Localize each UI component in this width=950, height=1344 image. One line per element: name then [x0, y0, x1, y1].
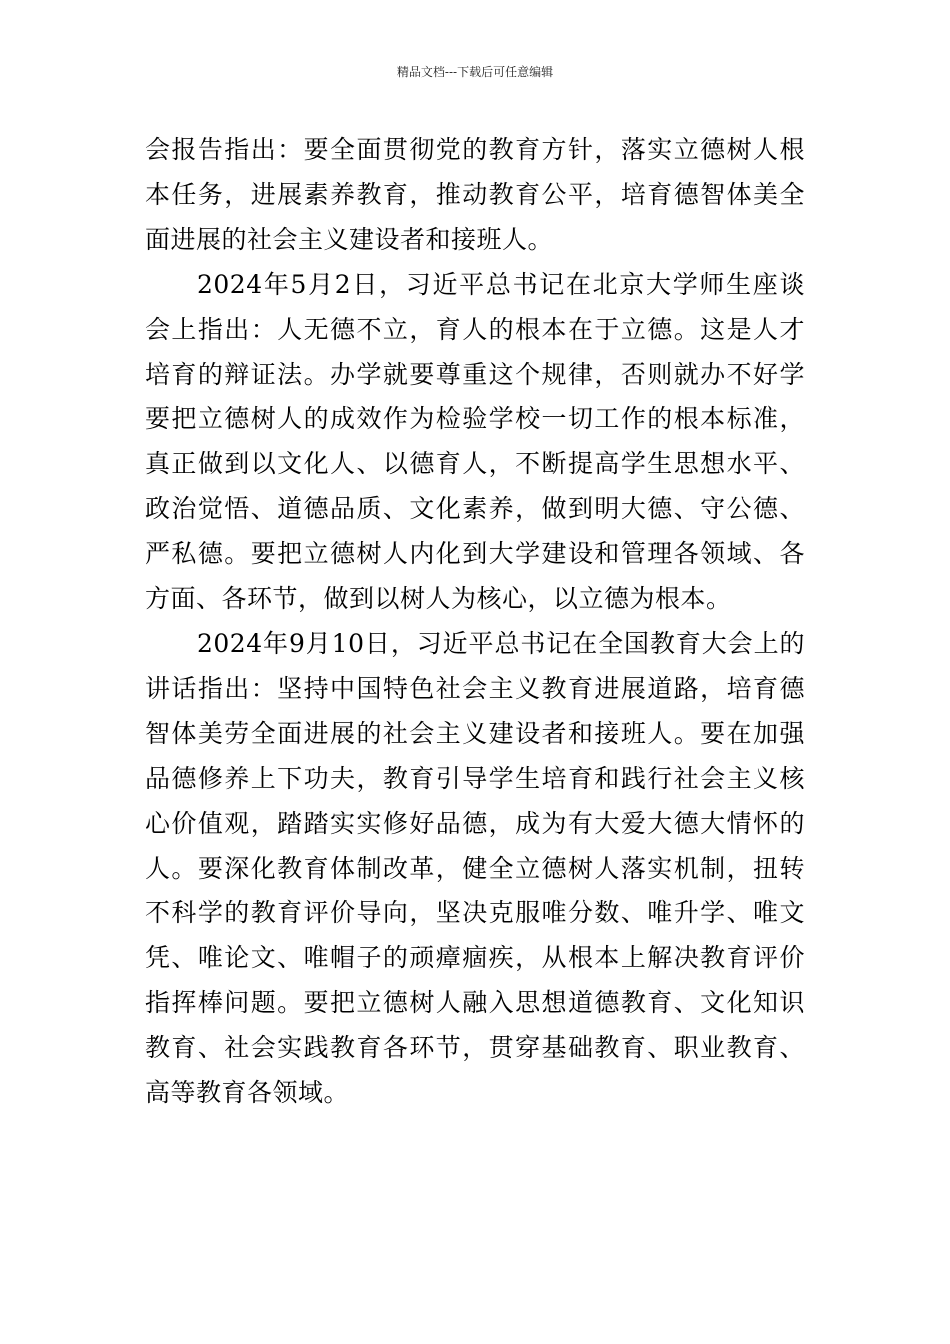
paragraph-peking-university-speech: 2024年5月2日，习近平总书记在北京大学师生座谈会上指出：人无德不立，育人的根本在于立德。这是人才培育的辩证法。办学就要尊重这个规律，否则就办不好学要把立德树人的成效作为检验学校一切工作的根本标准，真正做到以文化人、以德育人，不断提高学生思想水平、政治觉悟、道德品质、文化素养，做到明大德、守公德、严私德。要把立德树人内化到大学建设和管理各领域、各方面、各环节，做到以树人为核心，以立德为根本。 — [145, 269, 805, 614]
paragraph-continuation: 会报告指出：要全面贯彻党的教育方针，落实立德树人根本任务，进展素养教育，推动教育公平，培育德智体美全面进展的社会主义建设者和接班人。 — [145, 135, 805, 254]
document-body — [145, 128, 805, 1116]
page-header: 精品文档---下载后可任意编辑 — [396, 65, 554, 79]
paragraph-national-education-conference: 2024年9月10日，习近平总书记在全国教育大会上的讲话指出：坚持中国特色社会主义教育进展道路，培育德智体美劳全面进展的社会主义建设者和接班人。要在加强品德修养上下功夫，教育引导学生培育和践行社会主义核心价值观，踏踏实实修好品德，成为有大爱大德大情怀的人。要深化教育体制改革，健全立德树人落实机制，扭转不科学的教育评价导向，坚决克服唯分数、唯升学、唯文凭、唯论文、唯帽子的顽瘴痼疾，从根本上解决教育评价指挥棒问题。要把立德树人融入思想道德教育、文化知识教育、社会实践教育各环节，贯穿基础教育、职业教育、高等教育各领域。 — [145, 628, 805, 1108]
